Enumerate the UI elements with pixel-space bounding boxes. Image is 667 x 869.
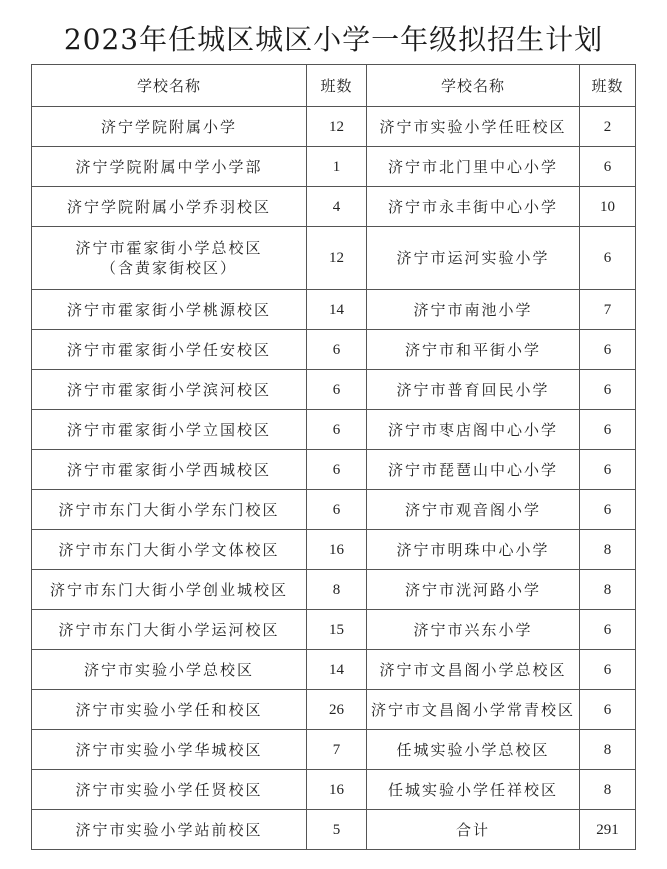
class-count-cell: 6 <box>307 490 367 530</box>
class-count-cell: 6 <box>580 450 636 490</box>
header-school-name-left: 学校名称 <box>32 65 307 107</box>
table-row <box>32 650 636 690</box>
school-name-cell: 济宁市霍家街小学滨河校区 <box>32 370 307 410</box>
school-name-cell: 济宁市永丰街中心小学 <box>367 187 580 227</box>
table-row <box>32 370 636 410</box>
school-name-cell: 济宁市东门大街小学东门校区 <box>32 490 307 530</box>
class-count-cell: 6 <box>580 227 636 290</box>
school-name-cell: 济宁市实验小学总校区 <box>32 650 307 690</box>
table-row <box>32 107 636 147</box>
class-count-cell: 8 <box>580 570 636 610</box>
class-count-cell: 6 <box>307 330 367 370</box>
school-name-line-1: 济宁市霍家街小学总校区 <box>75 239 263 257</box>
class-count-cell: 12 <box>307 107 367 147</box>
class-count-cell: 10 <box>580 187 636 227</box>
class-count-cell: 12 <box>307 227 367 290</box>
school-name-cell: 济宁市洸河路小学 <box>367 570 580 610</box>
school-name-cell: 济宁市东门大街小学创业城校区 <box>32 570 307 610</box>
table-row <box>32 610 636 650</box>
school-name-cell: 济宁市东门大街小学文体校区 <box>32 530 307 570</box>
table-row <box>32 410 636 450</box>
class-count-cell: 8 <box>580 770 636 810</box>
school-name-cell: 任城实验小学总校区 <box>367 730 580 770</box>
school-name-cell: 济宁学院附属小学 <box>32 107 307 147</box>
total-label-cell: 合计 <box>367 810 580 850</box>
header-school-name-right: 学校名称 <box>367 65 580 107</box>
school-name-cell: 济宁市霍家街小学任安校区 <box>32 330 307 370</box>
table-row <box>32 730 636 770</box>
table-row <box>32 187 636 227</box>
table-row-total <box>32 810 636 850</box>
class-count-cell: 5 <box>307 810 367 850</box>
class-count-cell: 6 <box>307 450 367 490</box>
school-name-cell: 济宁市霍家街小学桃源校区 <box>32 290 307 330</box>
class-count-cell: 6 <box>580 650 636 690</box>
school-name-cell: 济宁市运河实验小学 <box>367 227 580 290</box>
class-count-cell: 6 <box>580 370 636 410</box>
school-name-cell: 济宁市北门里中心小学 <box>367 147 580 187</box>
school-name-cell: 济宁市实验小学任旺校区 <box>367 107 580 147</box>
school-name-cell: 济宁市实验小学站前校区 <box>32 810 307 850</box>
class-count-cell: 7 <box>307 730 367 770</box>
class-count-cell: 14 <box>307 290 367 330</box>
class-count-cell: 6 <box>580 690 636 730</box>
table-row <box>32 290 636 330</box>
school-name-cell: 济宁市琵琶山中心小学 <box>367 450 580 490</box>
class-count-cell: 8 <box>307 570 367 610</box>
table-header-row <box>32 65 636 107</box>
class-count-cell: 6 <box>580 490 636 530</box>
table-row <box>32 330 636 370</box>
class-count-cell: 15 <box>307 610 367 650</box>
class-count-cell: 1 <box>307 147 367 187</box>
school-name-cell: 济宁学院附属中学小学部 <box>32 147 307 187</box>
school-name-cell: 济宁市实验小学任和校区 <box>32 690 307 730</box>
class-count-cell: 26 <box>307 690 367 730</box>
table-row <box>32 530 636 570</box>
class-count-cell: 16 <box>307 530 367 570</box>
school-name-cell: 济宁市霍家街小学立国校区 <box>32 410 307 450</box>
class-count-cell: 2 <box>580 107 636 147</box>
class-count-cell: 6 <box>580 610 636 650</box>
class-count-cell: 4 <box>307 187 367 227</box>
table-row <box>32 770 636 810</box>
school-name-cell: 济宁市兴东小学 <box>367 610 580 650</box>
school-name-cell: 济宁市明珠中心小学 <box>367 530 580 570</box>
class-count-cell: 6 <box>307 370 367 410</box>
table-row <box>32 147 636 187</box>
total-value-cell: 291 <box>580 810 636 850</box>
page-title: 2023年任城区城区小学一年级拟招生计划 <box>63 23 604 56</box>
class-count-cell: 8 <box>580 530 636 570</box>
class-count-cell: 6 <box>580 410 636 450</box>
school-name-cell: 济宁市文昌阁小学常青校区 <box>367 690 580 730</box>
school-name-cell: 济宁市霍家街小学西城校区 <box>32 450 307 490</box>
class-count-cell: 14 <box>307 650 367 690</box>
school-name-cell: 济宁市实验小学华城校区 <box>32 730 307 770</box>
table-row <box>32 490 636 530</box>
school-name-cell: 济宁学院附属小学乔羽校区 <box>32 187 307 227</box>
school-name-cell: 济宁市和平街小学 <box>367 330 580 370</box>
school-name-cell: 济宁市枣店阁中心小学 <box>367 410 580 450</box>
table-row <box>32 690 636 730</box>
class-count-cell: 8 <box>580 730 636 770</box>
class-count-cell: 16 <box>307 770 367 810</box>
school-name-cell: 济宁市南池小学 <box>367 290 580 330</box>
enrollment-plan-table <box>31 64 636 850</box>
school-name-cell: 济宁市普育回民小学 <box>367 370 580 410</box>
school-name-cell: 济宁市观音阁小学 <box>367 490 580 530</box>
table-row <box>32 570 636 610</box>
table-row <box>32 450 636 490</box>
class-count-cell: 6 <box>580 147 636 187</box>
class-count-cell: 6 <box>580 330 636 370</box>
school-name-cell <box>32 227 307 290</box>
table-row <box>32 227 636 290</box>
school-name-line-2: （含黄家街校区） <box>100 259 237 277</box>
header-class-count-left: 班数 <box>307 65 367 107</box>
class-count-cell: 7 <box>580 290 636 330</box>
header-class-count-right: 班数 <box>580 65 636 107</box>
school-name-cell: 济宁市实验小学任贤校区 <box>32 770 307 810</box>
school-name-cell: 济宁市文昌阁小学总校区 <box>367 650 580 690</box>
school-name-cell: 任城实验小学任祥校区 <box>367 770 580 810</box>
school-name-cell: 济宁市东门大街小学运河校区 <box>32 610 307 650</box>
class-count-cell: 6 <box>307 410 367 450</box>
